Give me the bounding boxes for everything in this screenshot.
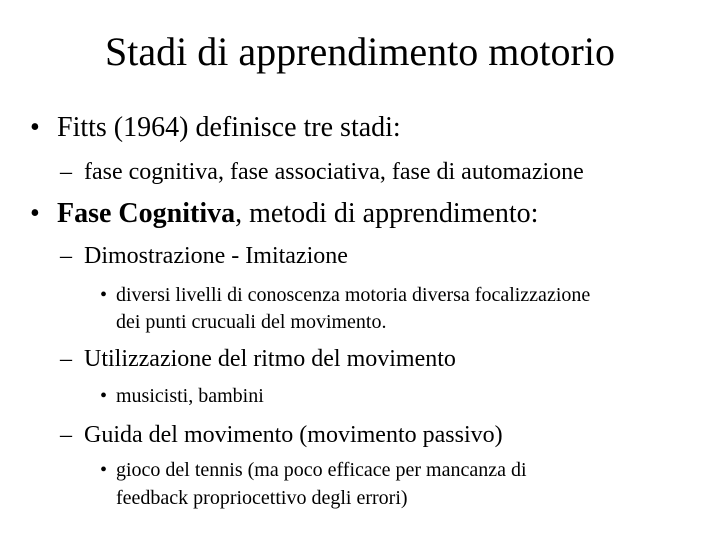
bullet-marker: • bbox=[30, 112, 40, 143]
bullet-marker: • bbox=[100, 459, 108, 481]
bullet-marker: • bbox=[100, 284, 108, 306]
dash-marker: – bbox=[60, 243, 72, 269]
dash-marker: – bbox=[60, 346, 72, 372]
subitem-dimostrazione: Dimostrazione - Imitazione bbox=[84, 243, 348, 269]
bullet-marker: • bbox=[100, 385, 108, 407]
slide-title: Stadi di apprendimento motorio bbox=[105, 29, 615, 74]
dash-marker: – bbox=[60, 422, 72, 448]
subsubitem-tennis-line1: gioco del tennis (ma poco efficace per mancanza di bbox=[116, 459, 527, 481]
subsubitem-musicisti: musicisti, bambini bbox=[116, 385, 264, 407]
subitem-fasi: fase cognitiva, fase associativa, fase di automazione bbox=[84, 159, 584, 185]
subitem-guida: Guida del movimento (movimento passivo) bbox=[84, 422, 503, 448]
bullet-fitts: Fitts (1964) definisce tre stadi: bbox=[57, 112, 401, 143]
bullet-fase-cognitiva bbox=[57, 198, 538, 230]
subsubitem-livelli-line2: dei punti crucuali del movimento. bbox=[116, 311, 387, 333]
dash-marker: – bbox=[60, 159, 72, 185]
subsubitem-tennis-line2: feedback propriocettivo degli errori) bbox=[116, 487, 408, 509]
subsubitem-livelli-line1: diversi livelli di conoscenza motoria diversa focalizzazione bbox=[116, 284, 591, 306]
bold-term: Fase Cognitiva bbox=[57, 198, 236, 229]
bullet-rest: , metodi di apprendimento: bbox=[235, 198, 539, 229]
subitem-ritmo: Utilizzazione del ritmo del movimento bbox=[84, 346, 456, 372]
bullet-marker: • bbox=[30, 198, 40, 229]
